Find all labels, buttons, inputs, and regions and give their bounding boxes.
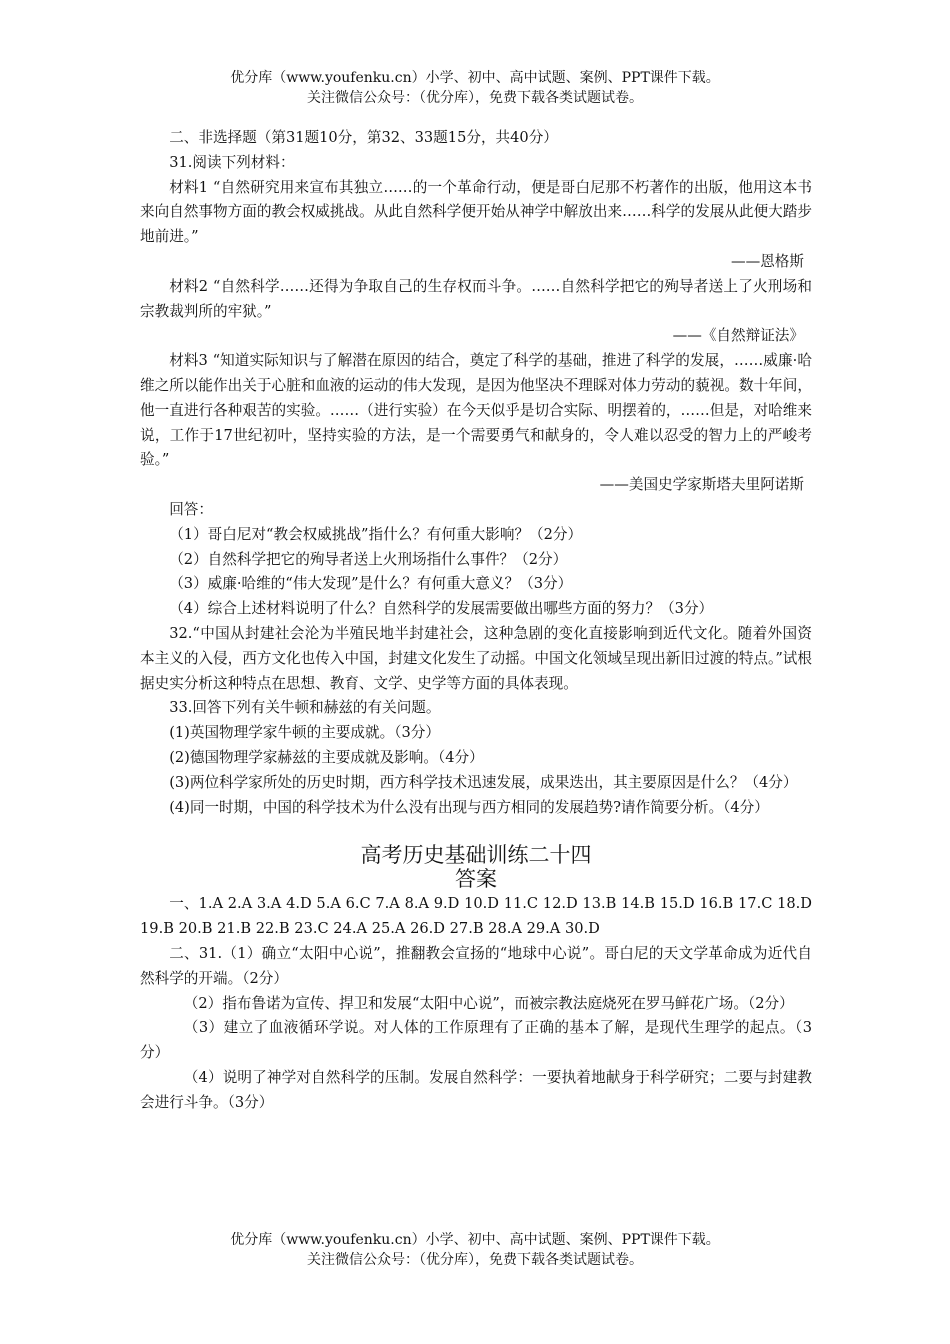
q33-item-1: (1)英国物理学家牛顿的主要成就。（3分） (169, 724, 440, 742)
material-2-source: ——《自然辩证法》 (672, 327, 804, 345)
q31-intro: 31.阅读下列材料： (169, 153, 295, 171)
answer-label: 回答： (169, 500, 213, 518)
page-header (0, 68, 950, 108)
header-line-2: 关注微信公众号：（优分库），免费下载各类试题试卷。 (307, 90, 643, 106)
q33-item-4: (4)同一时期，中国的科学技术为什么没有出现与西方相同的发展趋势?请作简要分析。（4分） (169, 798, 769, 816)
answers-part-1: 一、1.A 2.A 3.A 4.D 5.A 6.C 7.A 8.A 9.D 10.D 11.C 12.D 13.B 14.B 15.D 16.B 17.C 18.D 19.B 20.B 21.B 22.B 23.C 24.A 25.A 26.D 27.B 28.A 29.A 30.D (140, 895, 812, 938)
q33-item-3: (3)两位科学家所处的历史时期，西方科学技术迅速发展，成果迭出，其主要原因是什么？（4分） (169, 773, 798, 791)
answers-subtitle: 答案 (455, 867, 497, 892)
q31-sub-4: （4）综合上述材料说明了什么？自然科学的发展需要做出哪些方面的努力？（3分） (169, 600, 714, 618)
answer-31-1: 二、31.（1）确立“太阳中心说”，推翻教会宣扬的“地球中心说”。哥白尼的天文学革命成为近代自然科学的开端。（2分） (140, 944, 812, 987)
document-body (140, 126, 812, 1115)
footer-line-1: 优分库（www.youfenku.cn）小学、初中、高中试题、案例、PPT课件下载。 (230, 1232, 720, 1248)
header-line-1: 优分库（www.youfenku.cn）小学、初中、高中试题、案例、PPT课件下载。 (230, 70, 720, 86)
section-heading: 二、非选择题（第31题10分，第32、33题15分，共40分） (169, 129, 558, 146)
q31-sub-2: （2）自然科学把它的殉导者送上火刑场指什么事件？（2分） (169, 550, 568, 568)
material-2: 材料2 “自然科学……还得为争取自己的生存权而斗争。……自然科学把它的殉导者送上了火刑场和宗教裁判所的牢狱。” (140, 277, 812, 320)
footer-line-2: 关注微信公众号：（优分库），免费下载各类试题试卷。 (307, 1252, 643, 1268)
page-footer (0, 1230, 950, 1270)
q31-sub-3: （3）威廉·哈维的“伟大发现”是什么？有何重大意义？（3分） (169, 575, 573, 593)
material-1-source: ——恩格斯 (731, 252, 804, 270)
answer-31-4: （4）说明了神学对自然科学的压制。发展自然科学：一要执着地献身于科学研究；二要与封建教会进行斗争。（3分） (140, 1068, 812, 1111)
q33-item-2: (2)德国物理学家赫兹的主要成就及影响。（4分） (169, 748, 484, 766)
q32: 32.“中国从封建社会沦为半殖民地半封建社会，这种急剧的变化直接影响到近代文化。随着外国资本主义的入侵，西方文化也传入中国，封建文化发生了动摇。中国文化领域呈现出新旧过渡的特点。”试根据史实分析这种特点在思想、教育、文学、史学等方面的具体表现。 (140, 624, 812, 692)
q33-intro: 33.回答下列有关牛顿和赫兹的有关问题。 (169, 699, 441, 717)
material-3-source: ——美国史学家斯塔夫里阿诺斯 (599, 476, 804, 494)
answer-31-3: （3）建立了血液循环学说。对人体的工作原理有了正确的基本了解，是现代生理学的起点。（3分） (140, 1019, 812, 1062)
answer-31-2: （2）指布鲁诺为宣传、捍卫和发展“太阳中心说”，而被宗教法庭烧死在罗马鲜花广场。（2分） (183, 994, 794, 1012)
answers-title: 高考历史基础训练二十四 (360, 843, 592, 868)
material-3: 材料3 “知道实际知识与了解潜在原因的结合，奠定了科学的基础，推进了科学的发展，……威廉·哈维之所以能作出关于心脏和血液的运动的伟大发现，是因为他坚决不理睬对体力劳动的藐视。数十年间，他一直进行各种艰苦的实验。……（进行实验）在今天似乎是切合实际、明摆着的，……但是，对哈维来说，工作于17世纪初叶，坚持实验的方法，是一个需要勇气和献身的，令人难以忍受的智力上的严峻考验。” (140, 352, 812, 469)
q31-sub-1: （1）哥白尼对“教会权威挑战”指什么？有何重大影响？（2分） (169, 525, 583, 543)
material-1: 材料1 “自然研究用来宣布其独立……的一个革命行动，便是哥白尼那不朽著作的出版，他用这本书来向自然事物方面的教会权威挑战。从此自然科学便开始从神学中解放出来……科学的发展从此便大踏步地前进。” (140, 178, 812, 246)
